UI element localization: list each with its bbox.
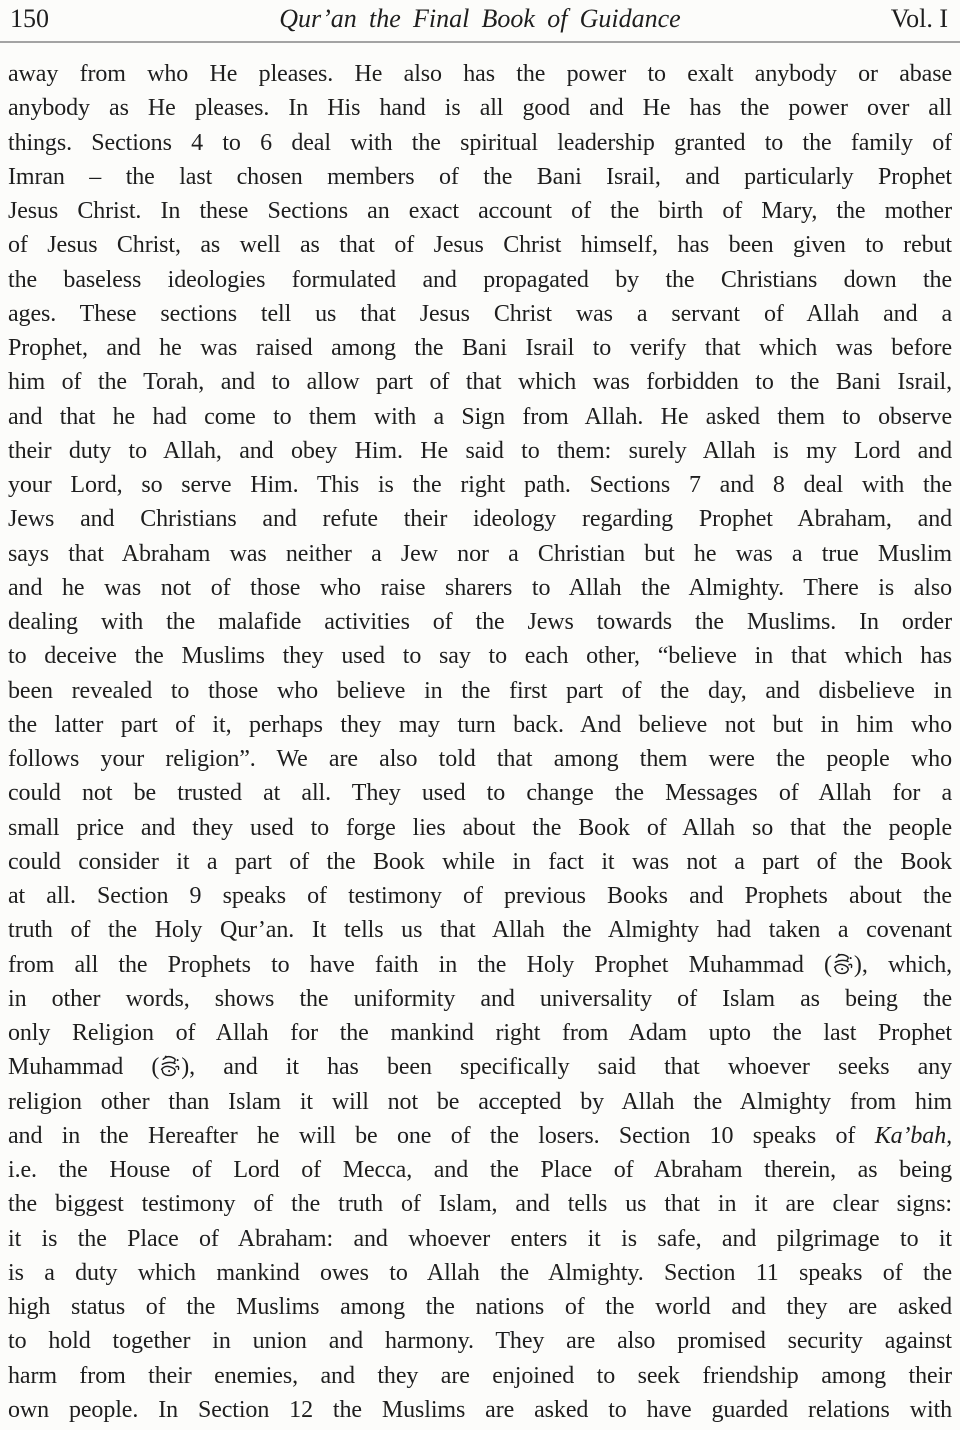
body-line (8, 365, 952, 399)
body-line (8, 879, 952, 913)
body-text-italic-segment: Ka’bah, (874, 1122, 952, 1149)
body-text-segment: Muhammad ( (8, 1054, 160, 1081)
body-text-segment: own people. In Section 12 the Muslims are asked to have guarded relations with (8, 1396, 952, 1423)
body-text-segment: small price and they used to forge lies about the Book of Allah so that the people (8, 814, 952, 841)
body-text-segment: ), which, (853, 951, 952, 978)
sallallahu-alayhi-wa-sallam-calligraphy-icon (159, 1053, 181, 1079)
body-line (8, 434, 952, 468)
body-line (8, 1085, 952, 1119)
body-text-segment: ages. These sections tell us that Jesus Christ was a servant of Allah and a (8, 300, 952, 327)
body-line (8, 502, 952, 536)
body-text-segment: in other words, shows the uniformity and universality of Islam as being the (8, 985, 952, 1012)
body-line (8, 639, 952, 673)
body-line (8, 263, 952, 297)
body-line (8, 537, 952, 571)
body-text (0, 57, 960, 1427)
body-text-segment: been revealed to those who believe in the first part of the day, and disbelieve in (8, 677, 952, 704)
body-line (8, 1119, 952, 1153)
running-title: Qur’an the Final Book of Guidance (279, 4, 681, 33)
body-line (8, 57, 952, 91)
body-text-segment: high status of the Muslims among the nations of the world and they are asked (8, 1294, 952, 1320)
body-line (8, 1393, 952, 1427)
body-line (8, 776, 952, 810)
body-line (8, 1256, 952, 1290)
body-line (8, 1222, 952, 1256)
sallallahu-alayhi-wa-sallam-calligraphy-icon (832, 951, 854, 977)
body-text-segment: could not be trusted at all. They used to change the Messages of Allah for a (8, 780, 952, 807)
body-text-segment: of Jesus Christ, as well as that of Jesus Christ himself, has been given to rebut (8, 232, 952, 259)
body-text-segment: anybody as He pleases. In His hand is all good and He has the power over all (8, 95, 952, 122)
body-text-segment: to hold together in union and harmony. They are also promised security against (8, 1328, 952, 1355)
page-header (0, 0, 960, 43)
body-text-segment: Jews and Christians and refute their ideology regarding Prophet Abraham, and (8, 506, 952, 533)
body-line (8, 982, 952, 1016)
body-text-segment: follows your religion”. We are also told that among them were the people who (8, 746, 952, 772)
body-text-segment: and he was not of those who raise sharers to Allah the Almighty. There is also (8, 574, 952, 601)
body-text-segment: from all the Prophets to have faith in the Holy Prophet Muhammad ( (8, 951, 832, 978)
body-line (8, 845, 952, 879)
body-line (8, 126, 952, 160)
body-line (8, 160, 952, 194)
body-text-segment: is a duty which mankind owes to Allah the Almighty. Section 11 speaks of the (8, 1259, 952, 1286)
body-text-segment: harm from their enemies, and they are enjoined to seek friendship among their (8, 1362, 952, 1389)
body-text-segment: the baseless ideologies formulated and propagated by the Christians down the (8, 266, 952, 293)
body-line (8, 913, 952, 947)
body-text-segment: away from who He pleases. He also has the power to exalt anybody or abase (8, 61, 952, 87)
body-line (8, 1050, 952, 1084)
body-text-segment: only Religion of Allah for the mankind right from Adam upto the last Prophet (8, 1020, 952, 1046)
body-text-segment: and that he had come to them with a Sign from Allah. He asked them to observe (8, 403, 952, 430)
body-text-segment: says that Abraham was neither a Jew nor a Christian but he was a true Muslim (8, 540, 952, 567)
body-line (8, 1187, 952, 1221)
body-line (8, 1359, 952, 1393)
body-text-segment: dealing with the malafide activities of the Jews towards the Muslims. In order (8, 609, 952, 635)
body-line (8, 194, 952, 228)
body-line (8, 674, 952, 708)
body-line (8, 91, 952, 125)
body-line (8, 605, 952, 639)
body-text-segment: him of the Torah, and to allow part of that which was forbidden to the Bani Israil, (8, 369, 952, 396)
body-text-segment: and in the Hereafter he will be one of the losers. Section 10 speaks of (8, 1122, 875, 1149)
body-line (8, 742, 952, 776)
volume-label: Vol. I (890, 4, 948, 33)
body-text-segment: Jesus Christ. In these Sections an exact account of the birth of Mary, the mother (8, 198, 952, 224)
body-text-segment: your Lord, so serve Him. This is the right path. Sections 7 and 8 deal with the (8, 472, 952, 498)
page-number: 150 (10, 4, 49, 33)
body-line (8, 1153, 952, 1187)
body-line (8, 948, 952, 982)
body-text-segment: religion other than Islam it will not be accepted by Allah the Almighty from him (8, 1088, 952, 1115)
body-text-segment: to deceive the Muslims they used to say to each other, “believe in that which has (8, 643, 952, 670)
body-text-segment: at all. Section 9 speaks of testimony of previous Books and Prophets about the (8, 883, 952, 909)
body-text-segment: the latter part of it, perhaps they may turn back. And believe not but in him who (8, 711, 952, 738)
body-line (8, 331, 952, 365)
body-text-segment: truth of the Holy Qur’an. It tells us that Allah the Almighty had taken a covenant (8, 917, 952, 944)
body-line (8, 468, 952, 502)
body-text-segment: things. Sections 4 to 6 deal with the spiritual leadership granted to the family of (8, 129, 952, 156)
body-line (8, 1290, 952, 1324)
body-line (8, 571, 952, 605)
body-line (8, 1016, 952, 1050)
body-line (8, 297, 952, 331)
body-text-segment: their duty to Allah, and obey Him. He said to them: surely Allah is my Lord and (8, 437, 952, 464)
body-line (8, 1324, 952, 1358)
body-line (8, 400, 952, 434)
body-text-segment: Imran – the last chosen members of the Bani Israil, and particularly Prophet (8, 163, 952, 190)
body-text-segment: it is the Place of Abraham: and whoever enters it is safe, and pilgrimage to it (8, 1225, 952, 1252)
body-text-segment: could consider it a part of the Book while in fact it was not a part of the Book (8, 848, 952, 875)
body-line (8, 708, 952, 742)
body-text-segment: Prophet, and he was raised among the Bani Israil to verify that which was before (8, 335, 952, 361)
body-text-segment: the biggest testimony of the truth of Islam, and tells us that in it are clear signs: (8, 1191, 952, 1218)
body-line (8, 228, 952, 262)
body-line (8, 811, 952, 845)
body-text-segment: i.e. the House of Lord of Mecca, and the Place of Abraham therein, as being (8, 1157, 952, 1183)
body-text-segment: ), and it has been specifically said that whoever seeks any (181, 1054, 952, 1081)
